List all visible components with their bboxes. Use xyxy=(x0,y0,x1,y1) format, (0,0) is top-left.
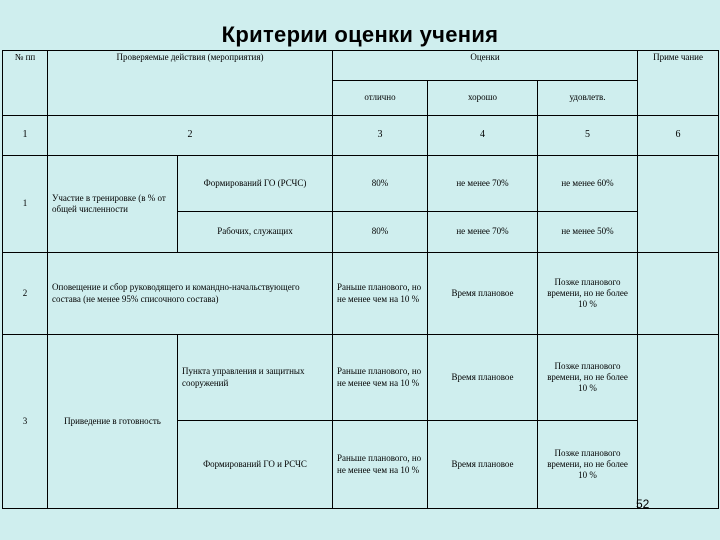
row2-good: Время плановое xyxy=(428,253,538,335)
row3-action: Приведение в готовность xyxy=(48,335,178,509)
header-good: хорошо xyxy=(428,81,538,116)
row3-sub1-name: Пункта управления и защитных сооружений xyxy=(178,335,333,421)
row3-sub1-satisfactory: Позже планового времени, но не более 10 % xyxy=(538,335,638,421)
header-num: № пп xyxy=(3,51,48,116)
row1-num: 1 xyxy=(3,156,48,253)
row3-sub1-good: Время плановое xyxy=(428,335,538,421)
row1-action: Участие в тренировке (в % от общей численности xyxy=(48,156,178,253)
col-number: 6 xyxy=(638,116,719,156)
row1-sub1-good: не менее 70% xyxy=(428,156,538,212)
criteria-table xyxy=(2,50,719,509)
col-number: 1 xyxy=(3,116,48,156)
col-number: 2 xyxy=(48,116,333,156)
col-number: 3 xyxy=(333,116,428,156)
row3-sub2-name: Формирований ГО и РСЧС xyxy=(178,421,333,509)
row1-sub2-good: не менее 70% xyxy=(428,212,538,253)
header-note: Приме чание xyxy=(638,51,719,116)
row1-sub1-excellent: 80% xyxy=(333,156,428,212)
row1-sub1-name: Формирований ГО (РСЧС) xyxy=(178,156,333,212)
row3-sub2-good: Время плановое xyxy=(428,421,538,509)
header-satisfactory: удовлетв. xyxy=(538,81,638,116)
header-excellent: отлично xyxy=(333,81,428,116)
col-number: 5 xyxy=(538,116,638,156)
row2-action: Оповещение и сбор руководящего и командно-начальствующего состава (не менее 95% списочного состава) xyxy=(48,253,333,335)
header-grades: Оценки xyxy=(333,51,638,81)
row3-num: 3 xyxy=(3,335,48,509)
page-title: Критерии оценки учения xyxy=(221,22,499,47)
row1-sub2-excellent: 80% xyxy=(333,212,428,253)
row3-note xyxy=(638,335,719,509)
row3-sub2-satisfactory: Позже планового времени, но не более 10 % xyxy=(538,421,638,509)
row2-num: 2 xyxy=(3,253,48,335)
row2-satisfactory: Позже планового времени, но не более 10 % xyxy=(538,253,638,335)
page-number: 52 xyxy=(636,497,650,511)
row2-excellent: Раньше планового, но не менее чем на 10 % xyxy=(333,253,428,335)
header-actions: Проверяемые действия (мероприятия) xyxy=(48,51,333,116)
row2-note xyxy=(638,253,719,335)
row1-sub1-satisfactory: не менее 60% xyxy=(538,156,638,212)
row3-sub2-excellent: Раньше планового, но не менее чем на 10 % xyxy=(333,421,428,509)
row1-note xyxy=(638,156,719,253)
col-number: 4 xyxy=(428,116,538,156)
row1-sub2-satisfactory: не менее 50% xyxy=(538,212,638,253)
row3-sub1-excellent: Раньше планового, но не менее чем на 10 % xyxy=(333,335,428,421)
row1-sub2-name: Рабочих, служащих xyxy=(178,212,333,253)
